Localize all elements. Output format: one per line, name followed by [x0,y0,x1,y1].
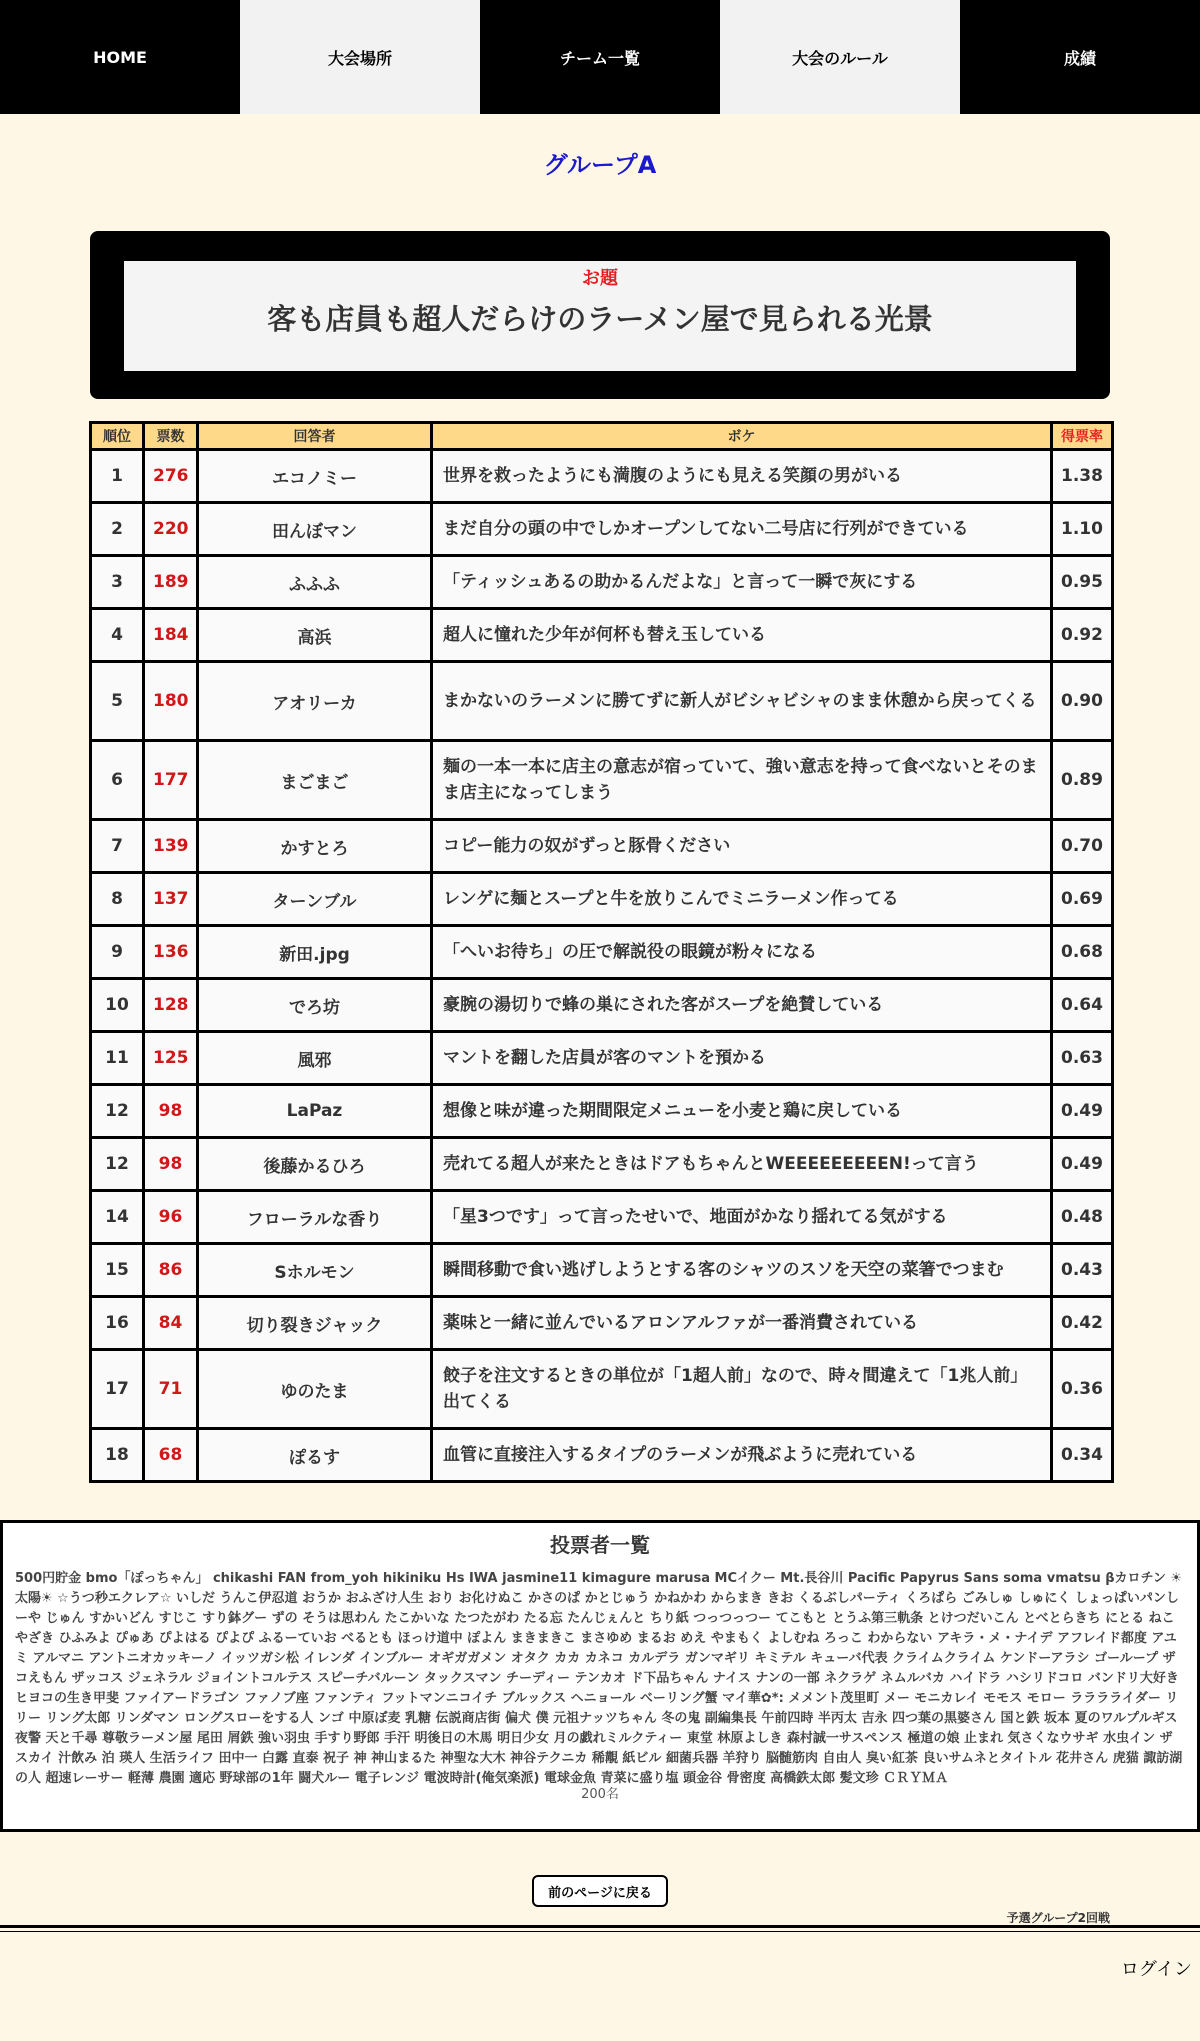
cell-author: アオリーカ [198,662,432,741]
cell-votes: 128 [144,979,198,1032]
cell-boke: 超人に憧れた少年が何杯も替え玉している [432,609,1052,662]
footer-note: 予選グループ2回戦 [1006,1911,1110,1925]
cell-rank: 10 [91,979,144,1032]
cell-votes: 189 [144,556,198,609]
table-row [91,1297,1113,1350]
cell-boke: 麺の一本一本に店主の意志が宿っていて、強い意志を持って食べないとそのまま店主になってしまう [432,741,1052,820]
table-row [91,1429,1113,1482]
cell-rate: 1.38 [1052,450,1113,503]
nav-venue[interactable]: 大会場所 [240,0,480,114]
topic-label: お題 [582,268,618,289]
cell-rate: 0.48 [1052,1191,1113,1244]
cell-boke: 想像と味が違った期間限定メニューを小麦と鶏に戻している [432,1085,1052,1138]
table-row [91,662,1113,741]
cell-rate: 0.90 [1052,662,1113,741]
cell-boke: 餃子を注文するときの単位が「1超人前」なので、時々間違えて「1兆人前」出てくる [432,1350,1052,1429]
cell-votes: 177 [144,741,198,820]
cell-boke: 豪腕の湯切りで蜂の巣にされた客がスープを絶賛している [432,979,1052,1032]
cell-rate: 1.10 [1052,503,1113,556]
cell-rate: 0.36 [1052,1350,1113,1429]
cell-votes: 276 [144,450,198,503]
header-rank: 順位 [91,423,144,450]
back-button[interactable]: 前のページに戻る [532,1875,668,1907]
cell-author: ふふふ [198,556,432,609]
cell-author: かすとろ [198,820,432,873]
cell-boke: 血管に直接注入するタイプのラーメンが飛ぶように売れている [432,1429,1052,1482]
cell-author: 風邪 [198,1032,432,1085]
cell-rate: 0.89 [1052,741,1113,820]
cell-boke: 世界を救ったようにも満腹のようにも見える笑顔の男がいる [432,450,1052,503]
top-nav [0,0,1200,114]
cell-rate: 0.68 [1052,926,1113,979]
cell-boke: 「ティッシュあるの助かるんだよな」と言って一瞬で灰にする [432,556,1052,609]
cell-votes: 98 [144,1085,198,1138]
cell-boke: まかないのラーメンに勝てずに新人がビシャビシャのまま休憩から戻ってくる [432,662,1052,741]
cell-rate: 0.49 [1052,1085,1113,1138]
cell-votes: 220 [144,503,198,556]
cell-rank: 6 [91,741,144,820]
voters-list: 500円貯金 bmo「ぽっちゃん」 chikashi FAN from_yoh hikiniku Hs IWA jasmine11 kimagure marusa MCイクー Mt.長谷川 Pacific Papyrus Sans soma vmatsu βカロチン ☀太陽☀ ☆うつ秒エクレア☆ いしだ うんこ伊忍道 おうか おふざけ人生 おり お化けぬこ かさのぱ かとじゅう かねかわ からまき きお くるぶしパーティ くろぱら ごみしゅ しゅにく しょっぱいパンしーや じゅん すかいどん すじこ すり鉢グー ずの そうは思わん たこかいな たつたがわ たる忘 たんじぇんと ちり紙 つっつっつー てこもと とうふ第三軌条 とけつだいこん とべとらきち にとる ねこやざき ひふみよ ぴゅあ ぴよはる ぴよぴ ふるーていお べるとも ほっけ道中 ぽよん まきまきこ まさゆめ まるお めえ やまもく よしむね ろっこ わからない アキラ・メ・ナイデ アフレイド都度 アユミ アルマニ アントニオカッキーノ イッツガシ松 イレンダ インブルー オギガガメン オタク カカ カネコ カルデラ ガンマギリ キミテル キューバ代表 クライムクライム ケンドーアラシ ゴーループ ザコえもん ザッコス ジェネラル ジョイントコルテス スピーチバルーン タックスマン チーディー テンカオ ド下品ちゃん ナイス ナンの一部 ネクラゲ ネムルバカ ハイドラ ハシリドコロ バンドリ大好き ヒヨコの生き甲斐 ファイアードラゴン ファノブ座 ファンティ フットマンニコイチ ブルックス ヘニョール ベーリング蟹 マイ華✿*: メメント茂里町 メー モニカレイ モモス モロー ラララライダー リリー リング太郎 リンダマン ロングスローをする人 ンゴ 中原ぼ麦 乳糖 伝説商店街 偏犬 僕 元祖ナッツちゃん 冬の鬼 副編集長 午前四時 半丙太 吉永 四つ葉の黒婆さん 国と鉄 坂本 夏のワルプルギス 夜警 天と千尋 尊敬ラーメン屋 尾田 屑鉄 強い羽虫 手すり野郎 手汗 明後日の木馬 明日少女 月の戯れミルクティー 東堂 林原よしき 森村誠一サスペンス 極道の娘 止まれ 気さくなウサギ 水虫イン ザスカイ 汁飲み 泊 瑛人 生活ライフ 田中一 白露 直泰 祝子 神 神山まるた 神聖な大木 神谷テクニカ 稀覯 紙ビル 細菌兵器 羊狩り 脳髄筋肉 自由人 臭い紅茶 良いサムネとタイトル 花井さん 虎猫 諏訪湖の人 超速レーサー 軽薄 農園 適応 野球部の1年 闘犬ルー 電子レンジ 電波時計(俺気楽派) 電球金魚 青菜に盛り塩 頭金谷 骨密度 高橋鉄太郎 髪文珍 ＣＲＹＭＡ [15,1571,1183,1786]
cell-rank: 7 [91,820,144,873]
nav-teams[interactable]: チーム一覧 [480,0,720,114]
table-row [91,1138,1113,1191]
cell-boke: 瞬間移動で食い逃げしようとする客のシャツのスソを天空の菜箸でつまむ [432,1244,1052,1297]
cell-rate: 0.43 [1052,1244,1113,1297]
group-title: グループA [543,151,657,179]
cell-rank: 3 [91,556,144,609]
cell-votes: 136 [144,926,198,979]
cell-author: 田んぼマン [198,503,432,556]
table-row [91,1085,1113,1138]
cell-rank: 4 [91,609,144,662]
cell-rate: 0.49 [1052,1138,1113,1191]
cell-author: LaPaz [198,1085,432,1138]
cell-votes: 86 [144,1244,198,1297]
cell-rank: 18 [91,1429,144,1482]
table-row [91,503,1113,556]
topic-panel [124,261,1076,371]
cell-rank: 12 [91,1085,144,1138]
cell-author: フローラルな香り [198,1191,432,1244]
cell-boke: マントを翻した店員が客のマントを預かる [432,1032,1052,1085]
header-boke: ボケ [432,423,1052,450]
cell-rank: 11 [91,1032,144,1085]
footer-divider-thin [0,1931,1200,1932]
table-row [91,741,1113,820]
cell-boke: まだ自分の頭の中でしかオープンしてない二号店に行列ができている [432,503,1052,556]
cell-votes: 137 [144,873,198,926]
cell-votes: 84 [144,1297,198,1350]
header-votes: 票数 [144,423,198,450]
cell-rank: 15 [91,1244,144,1297]
cell-rank: 12 [91,1138,144,1191]
cell-author: 後藤かるひろ [198,1138,432,1191]
cell-author: ターンブル [198,873,432,926]
voters-count: 200名 [581,1787,619,1802]
topic-box [90,231,1110,399]
cell-rate: 0.42 [1052,1297,1113,1350]
cell-votes: 96 [144,1191,198,1244]
cell-rank: 9 [91,926,144,979]
table-row [91,450,1113,503]
cell-rate: 0.95 [1052,556,1113,609]
table-row [91,873,1113,926]
results-table [89,421,1114,1483]
header-author: 回答者 [198,423,432,450]
cell-rank: 14 [91,1191,144,1244]
cell-rank: 2 [91,503,144,556]
nav-home[interactable]: HOME [0,0,240,114]
cell-rate: 0.34 [1052,1429,1113,1482]
table-row [91,1032,1113,1085]
cell-boke: コピー能力の奴がずっと豚骨ください [432,820,1052,873]
cell-votes: 184 [144,609,198,662]
cell-author: エコノミー [198,450,432,503]
table-row [91,1191,1113,1244]
header-rate: 得票率 [1052,423,1113,450]
cell-author: 高浜 [198,609,432,662]
cell-rank: 5 [91,662,144,741]
table-row [91,1244,1113,1297]
topic-text: 客も店員も超人だらけのラーメン屋で見られる光景 [267,302,933,336]
cell-rate: 0.92 [1052,609,1113,662]
voters-title: 投票者一覧 [550,1533,650,1557]
table-row [91,926,1113,979]
cell-author: まごまご [198,741,432,820]
cell-votes: 139 [144,820,198,873]
cell-rank: 17 [91,1350,144,1429]
nav-rules[interactable]: 大会のルール [720,0,960,114]
login-link[interactable]: ログイン [1120,1959,1192,1980]
cell-rate: 0.69 [1052,873,1113,926]
voters-panel [0,1520,1200,1832]
table-header-row [91,423,1113,450]
cell-rate: 0.64 [1052,979,1113,1032]
table-row [91,609,1113,662]
cell-boke: 「星3つです」って言ったせいで、地面がかなり揺れてる気がする [432,1191,1052,1244]
table-row [91,1350,1113,1429]
cell-boke: レンゲに麺とスープと牛を放りこんでミニラーメン作ってる [432,873,1052,926]
cell-votes: 71 [144,1350,198,1429]
cell-author: Sホルモン [198,1244,432,1297]
cell-author: 新田.jpg [198,926,432,979]
cell-author: ぽるす [198,1429,432,1482]
cell-rank: 16 [91,1297,144,1350]
table-row [91,556,1113,609]
cell-boke: 「へいお待ち」の圧で解説役の眼鏡が粉々になる [432,926,1052,979]
cell-boke: 売れてる超人が来たときはドアもちゃんとWEEEEEEEEEN!って言う [432,1138,1052,1191]
cell-votes: 68 [144,1429,198,1482]
cell-rate: 0.70 [1052,820,1113,873]
cell-boke: 薬味と一緒に並んでいるアロンアルファが一番消費されている [432,1297,1052,1350]
cell-votes: 98 [144,1138,198,1191]
cell-rank: 1 [91,450,144,503]
cell-votes: 125 [144,1032,198,1085]
nav-results[interactable]: 成績 [960,0,1200,114]
footer-divider [0,1925,1200,1928]
cell-author: 切り裂きジャック [198,1297,432,1350]
cell-author: ゆのたま [198,1350,432,1429]
cell-rate: 0.63 [1052,1032,1113,1085]
cell-votes: 180 [144,662,198,741]
cell-rank: 8 [91,873,144,926]
table-row [91,979,1113,1032]
cell-author: でろ坊 [198,979,432,1032]
table-row [91,820,1113,873]
